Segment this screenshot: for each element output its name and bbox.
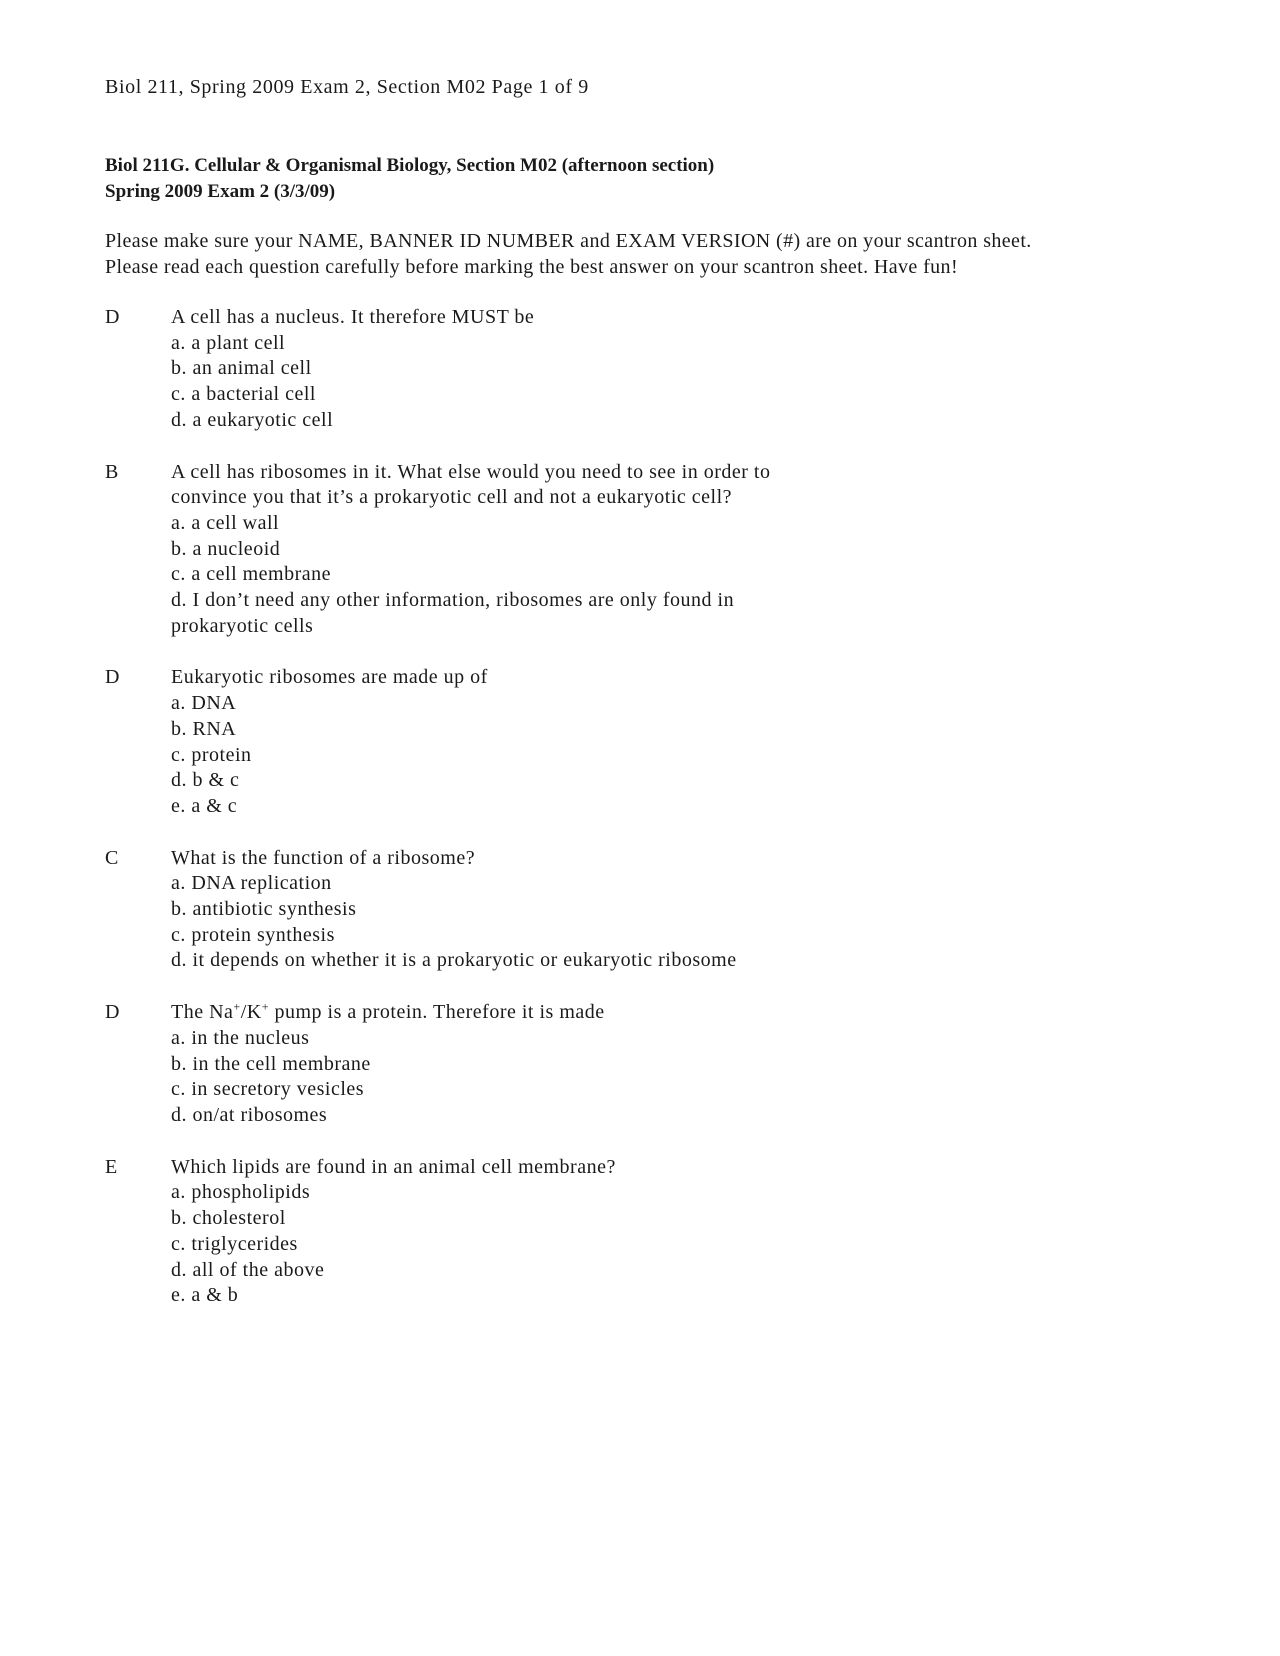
answer-option-a: a. DNA replication — [171, 872, 332, 895]
course-title: Biol 211G. Cellular & Organismal Biology, Section M02 (afternoon section) — [105, 155, 715, 176]
answer-option-c: c. protein — [171, 743, 252, 766]
instruction-line-1: Please make sure your NAME, BANNER ID NUMBER and EXAM VERSION (#) are on your scantron sheet. — [105, 230, 1032, 252]
answer-option-a: a. DNA — [171, 692, 237, 715]
answer-option-c: c. a cell membrane — [171, 563, 332, 586]
question-text — [171, 1000, 1205, 1026]
answer-option-b: b. cholesterol — [171, 1207, 286, 1230]
answer-option-b: b. an animal cell — [171, 357, 312, 380]
answer-key: D — [105, 306, 120, 328]
question-body — [171, 846, 1205, 975]
answer-option-c: c. triglycerides — [171, 1232, 298, 1255]
exam-instructions — [105, 228, 1032, 280]
answer-option-e: e. a & b — [171, 1284, 239, 1307]
answer-option-b: b. a nucleoid — [171, 537, 281, 560]
running-header: Biol 211, Spring 2009 Exam 2, Section M02 Page 1 of 9 — [105, 76, 589, 98]
answer-option-a: a. a plant cell — [171, 331, 286, 354]
question-body — [171, 1000, 1205, 1129]
answer-key: D — [105, 666, 120, 689]
question-body — [171, 665, 1205, 819]
answer-key: E — [105, 1155, 118, 1178]
question-body — [171, 1155, 1205, 1309]
question-text: What is the function of a ribosome? — [171, 846, 476, 869]
answer-option-c: c. in secretory vesicles — [171, 1078, 365, 1101]
answer-option-d: d. b & c — [171, 769, 240, 792]
answer-option-d: d. I don’t need any other information, ribosomes are only found in prokaryotic cells — [171, 589, 735, 637]
question-text: Eukaryotic ribosomes are made up of — [171, 666, 488, 689]
question-text: Which lipids are found in an animal cell membrane? — [171, 1155, 616, 1178]
question-body — [171, 460, 1205, 640]
question-2 — [105, 460, 1205, 640]
answer-option-a: a. in the nucleus — [171, 1026, 310, 1049]
answer-option-b: b. in the cell membrane — [171, 1052, 371, 1075]
answer-option-b: b. RNA — [171, 717, 237, 740]
exam-date-title: Spring 2009 Exam 2 (3/3/09) — [105, 181, 336, 202]
question-text-part: The Na — [171, 1001, 234, 1024]
answer-key: B — [105, 460, 119, 483]
answer-option-c: c. protein synthesis — [171, 923, 335, 946]
answer-option-b: b. antibiotic synthesis — [171, 898, 357, 921]
answer-option-a: a. phospholipids — [171, 1181, 311, 1204]
answer-key: C — [105, 846, 119, 869]
answer-option-a: a. a cell wall — [171, 511, 280, 534]
question-body — [171, 305, 1205, 434]
question-1 — [105, 305, 1205, 434]
superscript-plus: + — [233, 999, 241, 1014]
question-text: A cell has a nucleus. It therefore MUST be — [171, 306, 535, 328]
answer-option-d: d. it depends on whether it is a prokaryotic or eukaryotic ribosome — [171, 949, 737, 972]
answer-option-d: d. all of the above — [171, 1258, 325, 1281]
exam-title-block — [105, 153, 714, 205]
superscript-plus: + — [261, 999, 269, 1014]
answer-key: D — [105, 1001, 120, 1024]
answer-option-d: d. on/at ribosomes — [171, 1103, 328, 1126]
question-6 — [105, 1155, 1205, 1309]
answer-option-d: d. a eukaryotic cell — [171, 408, 334, 431]
question-list — [105, 305, 1205, 1335]
answer-option-e: e. a & c — [171, 794, 238, 817]
answer-option-c: c. a bacterial cell — [171, 383, 316, 406]
question-4 — [105, 846, 1205, 975]
question-5 — [105, 1000, 1205, 1129]
question-text-part: pump is a protein. Therefore it is made — [268, 1001, 605, 1024]
instruction-line-2: Please read each question carefully before marking the best answer on your scantron sheet. Have fun! — [105, 256, 959, 278]
question-text-part: /K — [240, 1001, 262, 1024]
question-3 — [105, 665, 1205, 819]
question-text: A cell has ribosomes in it. What else would you need to see in order to convince you that it’s a prokaryotic cell and not a eukaryotic cell? — [171, 460, 771, 509]
